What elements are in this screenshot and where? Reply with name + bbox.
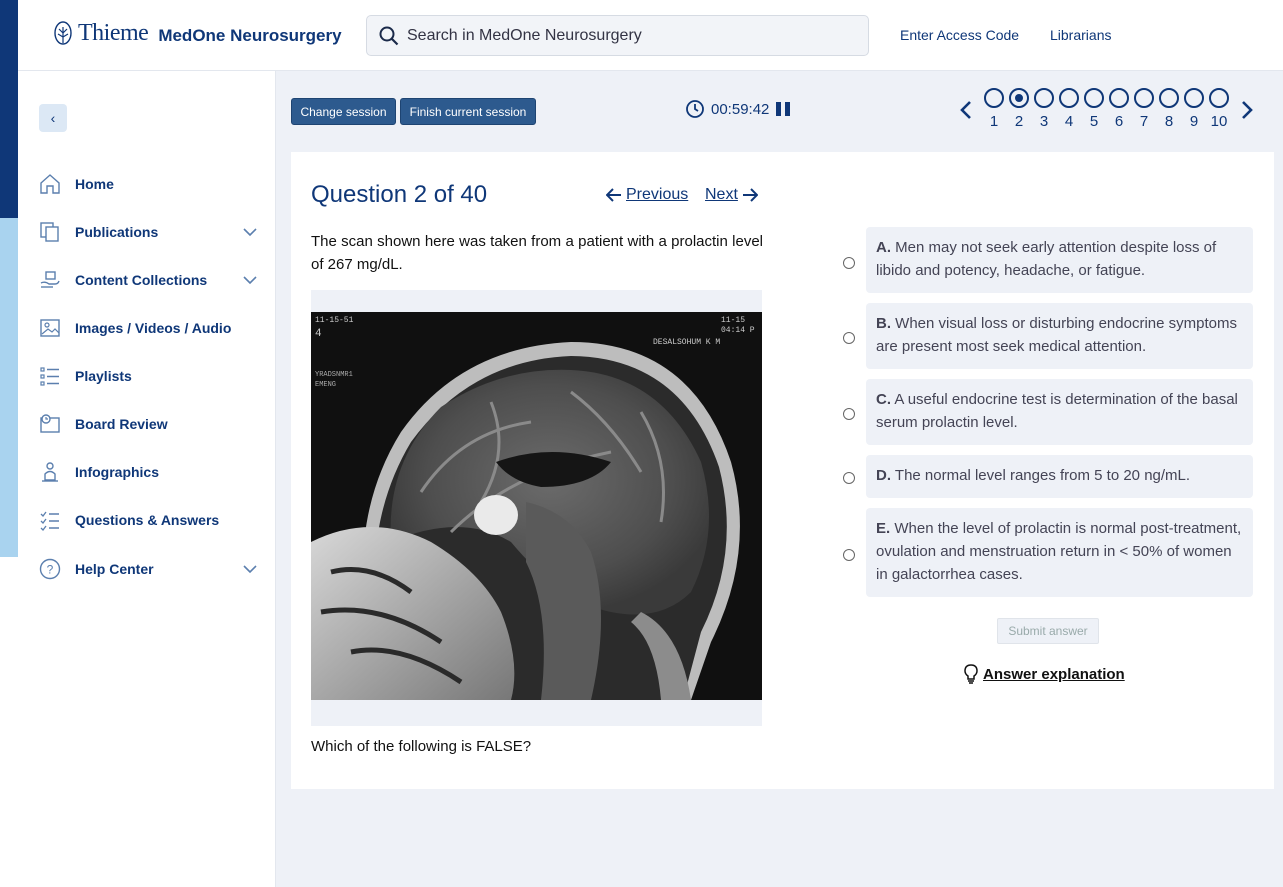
pager-next-icon[interactable] (1240, 100, 1254, 120)
option-e-radio[interactable] (843, 549, 855, 561)
brand-logo: Thieme (78, 20, 149, 46)
svg-text:11-15: 11-15 (721, 316, 746, 325)
option-d-radio[interactable] (843, 472, 855, 484)
sidebar-item-help-center[interactable] (38, 554, 258, 584)
search-icon (379, 26, 399, 46)
svg-text:YRADSNMR1: YRADSNMR1 (315, 371, 353, 379)
home-icon (38, 172, 62, 196)
brand-product: MedOne Neurosurgery (158, 25, 342, 45)
checklist-icon (38, 508, 62, 532)
sidebar-item-label: Publications (75, 224, 159, 240)
chevron-down-icon[interactable] (242, 225, 258, 243)
search-input[interactable] (366, 15, 869, 56)
content-collections-icon (38, 268, 62, 292)
sidebar-item-infographics[interactable] (38, 457, 258, 487)
svg-text:4: 4 (315, 328, 322, 340)
mri-scan-image[interactable] (311, 312, 762, 700)
pager-item-active[interactable]: 2 (1009, 88, 1029, 130)
sidebar-item-label: Help Center (75, 561, 154, 577)
sidebar-item-label: Questions & Answers (75, 512, 220, 528)
sidebar-item-publications[interactable] (38, 217, 258, 247)
publications-icon (38, 220, 62, 244)
search-placeholder: Search in MedOne Neurosurgery (407, 26, 642, 44)
sidebar-item-label: Board Review (75, 416, 168, 432)
pager-item[interactable]: 4 (1059, 88, 1079, 130)
librarians-link[interactable]: Librarians (1050, 27, 1112, 43)
pager-item[interactable]: 10 (1209, 88, 1229, 130)
sidebar-item-home[interactable] (38, 169, 258, 199)
arrow-left-icon (606, 188, 622, 202)
sidebar-item-label: Images / Videos / Audio (75, 320, 232, 336)
svg-text:?: ? (46, 562, 54, 577)
session-timer (685, 99, 791, 119)
svg-text:11-15-51: 11-15-51 (315, 316, 354, 325)
playlist-icon (38, 364, 62, 388)
svg-text:EMENG: EMENG (315, 381, 337, 389)
submit-answer-button[interactable]: Submit answer (997, 618, 1099, 644)
question-title: Question 2 of 40 (311, 181, 488, 208)
board-review-icon (38, 412, 62, 436)
sidebar-item-images-videos-audio[interactable] (38, 313, 258, 343)
sidebar-item-playlists[interactable] (38, 361, 258, 391)
thieme-tree-icon (54, 21, 72, 47)
pager-item[interactable]: 8 (1159, 88, 1179, 130)
pager-item[interactable]: 6 (1109, 88, 1129, 130)
sidebar-item-content-collections[interactable] (38, 265, 258, 295)
sidebar (18, 71, 276, 887)
sidebar-item-label: Content Collections (75, 272, 208, 288)
sidebar-item-label: Playlists (75, 368, 132, 384)
help-icon (38, 557, 62, 581)
clock-icon (685, 99, 705, 119)
chevron-down-icon[interactable] (242, 273, 258, 291)
pager-prev-icon[interactable] (959, 100, 973, 120)
pause-icon[interactable] (775, 101, 791, 117)
arrow-right-icon (742, 188, 758, 202)
next-link[interactable]: Next (705, 186, 758, 204)
option-c-radio[interactable] (843, 408, 855, 420)
pager-item[interactable]: 9 (1184, 88, 1204, 130)
sidebar-collapse-button[interactable] (39, 104, 67, 132)
question-card (291, 152, 1274, 789)
option-e[interactable]: E. When the level of prolactin is normal post-treatment, ovulation and menstruation return in < 50% of women in galactorrhea cases. (866, 508, 1253, 597)
edge-stripe-dark (0, 0, 18, 218)
pager-item[interactable]: 7 (1134, 88, 1154, 130)
finish-session-button[interactable]: Finish current session (400, 98, 536, 125)
pager-item[interactable]: 1 (984, 88, 1004, 130)
question-prompt: Which of the following is FALSE? (311, 738, 532, 755)
sidebar-item-label: Infographics (75, 464, 160, 480)
answer-explanation-link[interactable]: Answer explanation (963, 664, 1125, 684)
option-b[interactable]: B. When visual loss or disturbing endocrine symptoms are present most seek medical attention. (866, 303, 1253, 369)
lightbulb-icon (963, 664, 979, 684)
chevron-left-icon: ‹ (50, 110, 56, 126)
question-stem: The scan shown here was taken from a patient with a prolactin level of 267 mg/dL. (311, 233, 763, 273)
image-icon (38, 316, 62, 340)
timer-value: 00:59:42 (711, 100, 770, 118)
brand[interactable] (54, 20, 342, 47)
previous-link[interactable]: Previous (606, 186, 688, 204)
edge-stripe-light (0, 218, 18, 557)
sidebar-item-label: Home (75, 176, 114, 192)
chevron-down-icon[interactable] (242, 562, 258, 580)
option-a-radio[interactable] (843, 257, 855, 269)
enter-access-code-link[interactable]: Enter Access Code (900, 27, 1020, 43)
infographics-icon (38, 460, 62, 484)
pager-item[interactable]: 5 (1084, 88, 1104, 130)
top-header (18, 0, 1283, 71)
main-area (276, 71, 1283, 887)
option-d[interactable]: D. The normal level ranges from 5 to 20 ng/mL. (866, 455, 1253, 498)
option-a[interactable]: A. Men may not seek early attention despite loss of libido and potency, headache, or fatigue. (866, 227, 1253, 293)
scan-figure (311, 290, 762, 726)
svg-text:04:14 P: 04:14 P (721, 326, 755, 335)
sidebar-item-board-review[interactable] (38, 409, 258, 439)
option-c[interactable]: C. A useful endocrine test is determination of the basal serum prolactin level. (866, 379, 1253, 445)
svg-text:DESALSOHUM K M: DESALSOHUM K M (653, 338, 721, 347)
pager-item[interactable]: 3 (1034, 88, 1054, 130)
option-b-radio[interactable] (843, 332, 855, 344)
change-session-button[interactable]: Change session (291, 98, 396, 125)
sidebar-item-questions-answers[interactable] (38, 505, 258, 535)
